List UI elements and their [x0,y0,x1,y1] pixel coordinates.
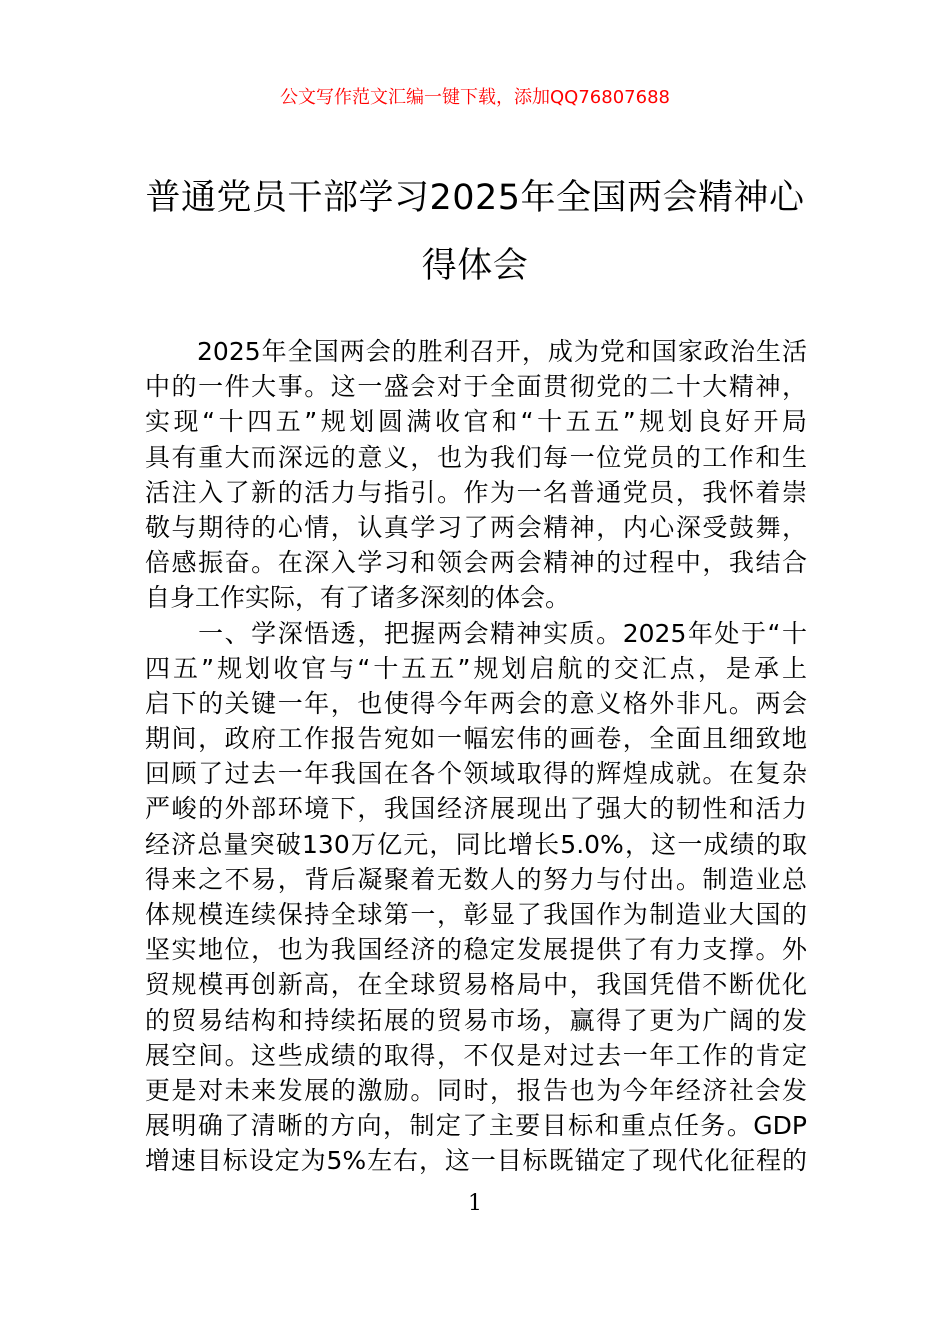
download-watermark: 公文写作范文汇编一键下载，添加QQ76807688 [280,87,670,108]
text-line: 严峻的外部环境下，我国经济展现出了强大的韧性和活力 [145,794,807,824]
document-title [140,164,810,300]
page-number: 1 [468,1191,482,1216]
text-line: 中的一件大事。这一盛会对于全面贯彻党的二十大精神， [145,372,807,402]
text-line: 一、学深悟透，把握两会精神实质。2025年处于“十 [145,618,807,648]
text-line: 具有重大而深远的意义，也为我们每一位党员的工作和生 [145,442,807,472]
text-line: 四五”规划收官与“十五五”规划启航的交汇点，是承上 [145,653,807,683]
text-line: 更是对未来发展的激励。同时，报告也为今年经济社会发 [145,1075,807,1105]
paragraph-intro [145,334,807,616]
text-line: 得来之不易，背后凝聚着无数人的努力与付出。制造业总 [145,864,807,894]
text-line: 贸规模再创新高，在全球贸易格局中，我国凭借不断优化 [145,970,807,1000]
text-line: 增速目标设定为5%左右，这一目标既锚定了现代化征程的 [145,1146,807,1176]
text-line: 2025年全国两会的胜利召开，成为党和国家政治生活 [145,337,807,366]
text-line: 敬与期待的心情，认真学习了两会精神，内心深受鼓舞， [145,512,807,542]
paragraph-section-one [145,616,807,1179]
text-line: 展空间。这些成绩的取得，不仅是对过去一年工作的肯定 [145,1040,807,1070]
text-line: 回顾了过去一年我国在各个领域取得的辉煌成就。在复杂 [145,759,807,789]
text-line: 的贸易结构和持续拓展的贸易市场，赢得了更为广阔的发 [145,1005,807,1035]
text-line: 展明确了清晰的方向，制定了主要目标和重点任务。GDP [145,1111,807,1141]
text-line: 坚实地位，也为我国经济的稳定发展提供了有力支撑。外 [145,935,807,965]
text-line: 经济总量突破130万亿元，同比增长5.0%，这一成绩的取 [145,829,807,859]
title-line-1: 普通党员干部学习2025年全国两会精神心 [145,178,805,218]
document-body [145,334,807,1179]
text-line: 实现“十四五”规划圆满收官和“十五五”规划良好开局 [145,407,807,437]
text-line: 倍感振奋。在深入学习和领会两会精神的过程中，我结合 [145,548,807,578]
text-line: 期间，政府工作报告宛如一幅宏伟的画卷，全面且细致地 [145,724,807,754]
text-line: 体规模连续保持全球第一，彰显了我国作为制造业大国的 [145,900,807,929]
title-line-2: 得体会 [421,246,529,286]
text-line: 启下的关键一年，也使得今年两会的意义格外非凡。两会 [145,688,807,718]
text-line: 自身工作实际，有了诸多深刻的体会。 [145,583,571,613]
text-line: 活注入了新的活力与指引。作为一名普通党员，我怀着崇 [145,477,807,507]
